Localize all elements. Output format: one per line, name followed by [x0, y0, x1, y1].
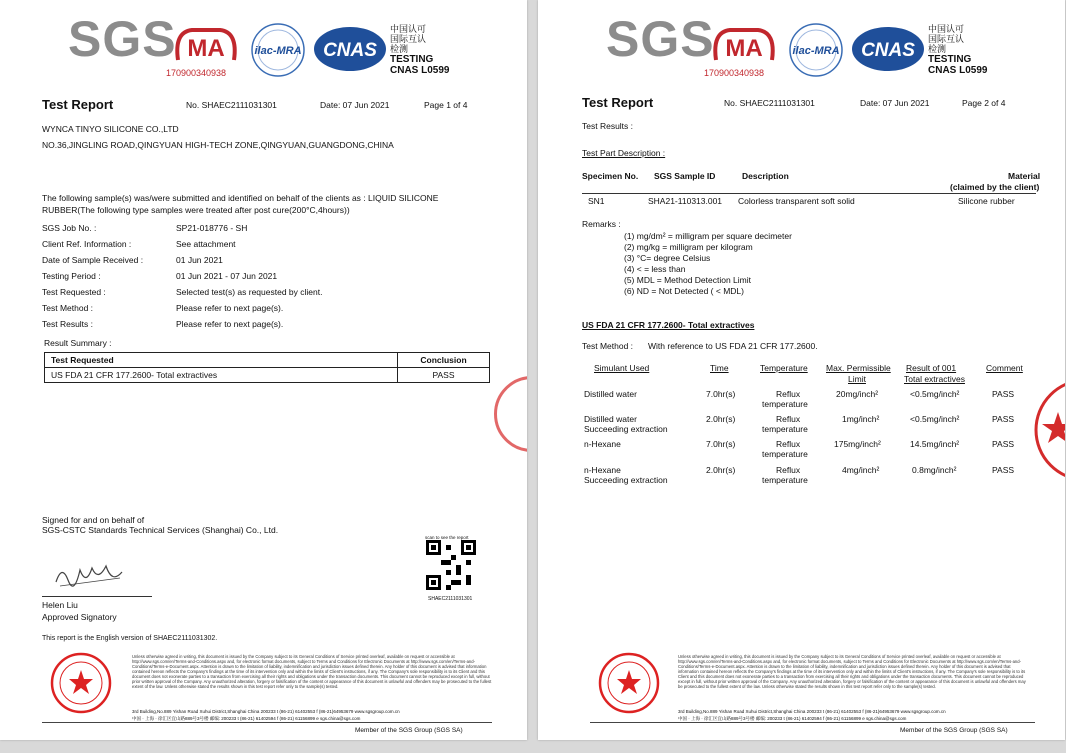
field-label: Test Requested :: [42, 287, 106, 297]
cell-comment: PASS: [992, 465, 1015, 475]
cnas-testing: TESTING: [928, 54, 972, 65]
header-time: Time: [710, 363, 729, 373]
qr-caption-top: scan to see the report: [425, 535, 469, 540]
cell-specimen-no: SN1: [588, 196, 605, 206]
cnas-cn-line-3: 检测: [390, 44, 409, 54]
field-label: Test Results :: [42, 319, 94, 329]
signatory-name: Helen Liu: [42, 600, 78, 610]
footer-terms: Unless otherwise agreed in writing, this document is issued by the Company subject to its General Conditions of Service printed overleaf, available on request or accessible at http://www.sgs.com/en/Terms-and-Conditions.aspx and, for electronic format documents, subject to Terms and Conditions for Electronic Documents at http://www.sgs.com/en/Terms-and-Conditions/Terms-e-Document.aspx. Attention is drawn to the limitation of liability, indemnification and jurisdiction issues defined therein. Any holder of this document is advised that information contained hereon reflects the Company's findings at the time of its intervention only and within the limits of Client's instructions, if any. The Company's sole responsibility is to its Client and this document does not exonerate parties to a transaction from exercising all their rights and obligations under the transaction documents. This document cannot be reproduced except in full, without prior written approval of the Company. Any unauthorized alteration, forgery or falsification of the content or appearance of this document is unlawful and offenders may be prosecuted to the fullest extent of the law. Unless otherwise stated the results shown in this test report refer only to the sample(s) tested.: [678, 654, 1026, 689]
cell-temp: Reflux: [776, 414, 801, 424]
field-value: See attachment: [176, 239, 236, 249]
svg-text:ilac-MRA: ilac-MRA: [792, 45, 840, 57]
ma-logo-icon: [710, 26, 778, 64]
cell-test: US FDA 21 CFR 177.2600- Total extractives: [45, 368, 398, 383]
remark-item: (2) mg/kg = milligram per kilogram: [624, 242, 753, 252]
field-label: Testing Period :: [42, 271, 101, 281]
cell-sample-id: SHA21-110313.001: [648, 196, 723, 206]
cell-time: 2.0hr(s): [706, 414, 736, 424]
cell-limit: 4mg/inch²: [842, 465, 880, 475]
remark-item: (1) mg/dm² = milligram per square decimeter: [624, 231, 792, 241]
svg-text:CNAS: CNAS: [861, 40, 915, 61]
client-address: NO.36,JINGLING ROAD,QINGYUAN HIGH-TECH ZONE,QINGYUAN,GUANGDONG,CHINA: [42, 140, 394, 150]
footer-address: 3rd Building,No.889 Yishan Road Xuhui District,Shanghai China 200233 t (86-21) 61402553 f (86-21)64953679 www.sgsgroup.com.cn: [132, 709, 400, 714]
qr-caption-bottom: SHAEC2111031301: [428, 596, 473, 602]
field-label: Test Method :: [42, 303, 94, 313]
member-of-sgs: Member of the SGS Group (SGS SA): [355, 727, 463, 734]
header-conclusion: Conclusion: [398, 353, 490, 368]
cnas-cn-line-2: 国际互认: [928, 34, 965, 44]
footer-terms: Unless otherwise agreed in writing, this document is issued by the Company subject to its General Conditions of Service printed overleaf, available on request or accessible at http://www.sgs.com/en/Terms-and-Conditions.aspx and, for electronic format documents, subject to Terms and Conditions for Electronic Documents at http://www.sgs.com/en/Terms-and-Conditions/Terms-e-Document.aspx. Attention is drawn to the limitation of liability, indemnification and jurisdiction issues defined therein. Any holder of this document is advised that information contained hereon reflects the Company's findings at the time of its intervention only and within the limits of Client's instructions, if any. The Company's sole responsibility is to its Client and this document does not exonerate parties to a transaction from exercising all their rights and obligations under the transaction documents. This document cannot be reproduced except in full, without prior written approval of the Company. Any unauthorized alteration, forgery or falsification of the content or appearance of this document is unlawful and offenders may be prosecuted to the fullest extent of the law. Unless otherwise stated the results shown in this test report refer only to the sample(s) tested.: [132, 654, 492, 689]
sgs-logo: SGS: [68, 11, 177, 67]
cnas-logo-icon: [850, 22, 926, 74]
cnas-code: CNAS L0599: [390, 65, 450, 76]
cell-comment: PASS: [992, 439, 1015, 449]
cnas-code: CNAS L0599: [928, 65, 988, 76]
report-number: No. SHAEC2111031301: [724, 98, 815, 108]
cnas-cn-line-2: 国际互认: [390, 34, 427, 44]
footer-address-cn: 中国 · 上海 · 徐汇区宜山路889号3号楼 邮编: 200233 t (86-21) 61402594 f (86-21) 61156899 e sgs.china@sgs.com: [132, 716, 361, 721]
header-claimed: (claimed by the client): [950, 182, 1040, 192]
remark-item: (5) MDL = Method Detection Limit: [624, 275, 751, 285]
field-value: 01 Jun 2021 - 07 Jun 2021: [176, 271, 278, 281]
cell-temp-2: temperature: [762, 399, 808, 409]
official-seal-icon: [494, 376, 527, 452]
cell-time: 7.0hr(s): [706, 389, 736, 399]
report-title: Test Report: [582, 95, 654, 110]
remark-item: (6) ND = Not Detected ( < MDL): [624, 286, 744, 296]
header-description: Description: [742, 171, 789, 181]
cnas-cn-line-1: 中国认可: [928, 24, 965, 34]
test-results-label: Test Results :: [582, 121, 634, 131]
signed-line-2: SGS-CSTC Standards Technical Services (Shanghai) Co., Ltd.: [42, 525, 279, 535]
cell-simulant: Distilled water: [584, 389, 637, 399]
page-number: Page 1 of 4: [424, 100, 468, 110]
table-row: [45, 368, 490, 383]
test-method-label: Test Method :: [582, 341, 634, 351]
cnas-testing: TESTING: [390, 54, 434, 65]
ilac-mra-logo-icon: [244, 22, 312, 78]
english-version-note: This report is the English version of SHAEC2111031302.: [42, 635, 218, 642]
cnas-cn-line-3: 检测: [928, 44, 947, 54]
cell-temp: Reflux: [776, 439, 801, 449]
footer-address: 3rd Building,No.889 Yishan Road Xuhui District,Shanghai China 200233 t (86-21) 61402553 f (86-21)64953679 www.sgsgroup.com.cn: [678, 709, 946, 714]
result-summary-table: [44, 352, 490, 383]
cell-limit: 175mg/inch²: [834, 439, 881, 449]
cell-simulant: n-Hexane: [584, 439, 621, 449]
ilac-mra-logo-icon: [782, 22, 850, 78]
cell-simulant-2: Succeeding extraction: [584, 475, 668, 485]
field-label: Client Ref. Information :: [42, 239, 132, 249]
intro-line-1: The following sample(s) was/were submitted and identified on behalf of the clients as : LIQUID SILICONE: [42, 193, 439, 203]
cell-material: Silicone rubber: [958, 196, 1015, 206]
svg-text:ilac-MRA: ilac-MRA: [254, 45, 302, 57]
cell-temp-2: temperature: [762, 424, 808, 434]
company-seal-icon: [598, 652, 660, 714]
cell-temp: Reflux: [776, 465, 801, 475]
footer-divider: [590, 722, 1035, 723]
company-seal-icon: [50, 652, 112, 714]
intro-line-2: RUBBER(The following type samples were treated after post cure(200°C,4hours)): [42, 205, 350, 215]
field-label: Date of Sample Received :: [42, 255, 144, 265]
remarks-label: Remarks :: [582, 219, 621, 229]
cell-result: 14.5mg/inch²: [910, 439, 960, 449]
header-specimen-no: Specimen No.: [582, 171, 639, 181]
field-value: Please refer to next page(s).: [176, 319, 284, 329]
fda-section-title: US FDA 21 CFR 177.2600- Total extractives: [582, 320, 755, 330]
cell-result: <0.5mg/inch²: [910, 414, 960, 424]
header-temperature: Temperature: [760, 363, 808, 373]
remark-item: (4) < = less than: [624, 264, 686, 274]
ma-logo-icon: [172, 26, 240, 64]
cnas-accreditation-text: [928, 24, 987, 76]
report-date: Date: 07 Jun 2021: [860, 98, 930, 108]
header-test-requested: Test Requested: [45, 353, 398, 368]
report-title: Test Report: [42, 97, 114, 112]
header-max-permissible: Max. Permissible: [826, 363, 891, 373]
cell-description: Colorless transparent soft solid: [738, 196, 855, 206]
result-summary-label: Result Summary :: [44, 338, 112, 348]
table-header-row: [45, 353, 490, 368]
cell-temp-2: temperature: [762, 475, 808, 485]
header-result: Result of 001: [906, 363, 957, 373]
cnas-cn-line-1: 中国认可: [390, 24, 427, 34]
ma-code: 170900340938: [704, 68, 765, 78]
table-divider: [582, 193, 1036, 194]
cell-simulant: n-Hexane: [584, 465, 621, 475]
cell-comment: PASS: [992, 389, 1015, 399]
header-limit: Limit: [848, 374, 866, 384]
qr-code-icon: [426, 540, 476, 590]
field-value: Please refer to next page(s).: [176, 303, 284, 313]
cell-result: 0.8mg/inch²: [912, 465, 957, 475]
report-page-2: [538, 0, 1065, 740]
cell-limit: 20mg/inch²: [836, 389, 879, 399]
footer-address-cn: 中国 · 上海 · 徐汇区宜山路889号3号楼 邮编: 200233 t (86-21) 61402594 f (86-21) 61156899 e sgs.china@sgs.com: [678, 716, 907, 721]
cell-simulant: Distilled water: [584, 414, 637, 424]
signatory-title: Approved Signatory: [42, 612, 117, 622]
cell-comment: PASS: [992, 414, 1015, 424]
header-material: Material: [1008, 171, 1041, 181]
sgs-logo: SGS: [606, 11, 715, 67]
cell-time: 7.0hr(s): [706, 439, 736, 449]
remark-item: (3) °C= degree Celsius: [624, 253, 711, 263]
cnas-logo-icon: [312, 22, 388, 74]
cnas-accreditation-text: [390, 24, 449, 76]
signature-icon: [50, 556, 130, 592]
client-company: WYNCA TINYO SILICONE CO.,LTD: [42, 124, 179, 134]
field-value: Selected test(s) as requested by client.: [176, 287, 323, 297]
official-seal-icon: [1034, 370, 1065, 490]
report-date: Date: 07 Jun 2021: [320, 100, 390, 110]
cell-simulant-2: Succeeding extraction: [584, 424, 668, 434]
member-of-sgs: Member of the SGS Group (SGS SA): [900, 727, 1008, 734]
header-simulant: Simulant Used: [594, 363, 650, 373]
report-number: No. SHAEC2111031301: [186, 100, 277, 110]
header-total-extractives: Total extractives: [904, 374, 965, 384]
field-label: SGS Job No. :: [42, 223, 97, 233]
test-part-description-label: Test Part Description :: [582, 148, 666, 158]
signed-line-1: Signed for and on behalf of: [42, 515, 145, 525]
ma-code: 170900340938: [166, 68, 227, 78]
svg-text:MA: MA: [725, 35, 763, 62]
cell-result: <0.5mg/inch²: [910, 389, 960, 399]
field-value: 01 Jun 2021: [176, 255, 223, 265]
cell-temp: Reflux: [776, 389, 801, 399]
page-number: Page 2 of 4: [962, 98, 1006, 108]
field-value: SP21-018776 - SH: [176, 223, 248, 233]
cell-conclusion: PASS: [398, 368, 490, 383]
signature-line: [42, 596, 152, 597]
svg-text:MA: MA: [187, 35, 225, 62]
test-method-value: With reference to US FDA 21 CFR 177.2600.: [648, 341, 818, 351]
svg-text:CNAS: CNAS: [323, 40, 377, 61]
cell-time: 2.0hr(s): [706, 465, 736, 475]
header-comment: Comment: [986, 363, 1023, 373]
cell-temp-2: temperature: [762, 449, 808, 459]
footer-divider: [42, 722, 492, 723]
header-sgs-sample-id: SGS Sample ID: [654, 171, 716, 181]
cell-limit: 1mg/inch²: [842, 414, 880, 424]
report-page-1: [0, 0, 527, 740]
